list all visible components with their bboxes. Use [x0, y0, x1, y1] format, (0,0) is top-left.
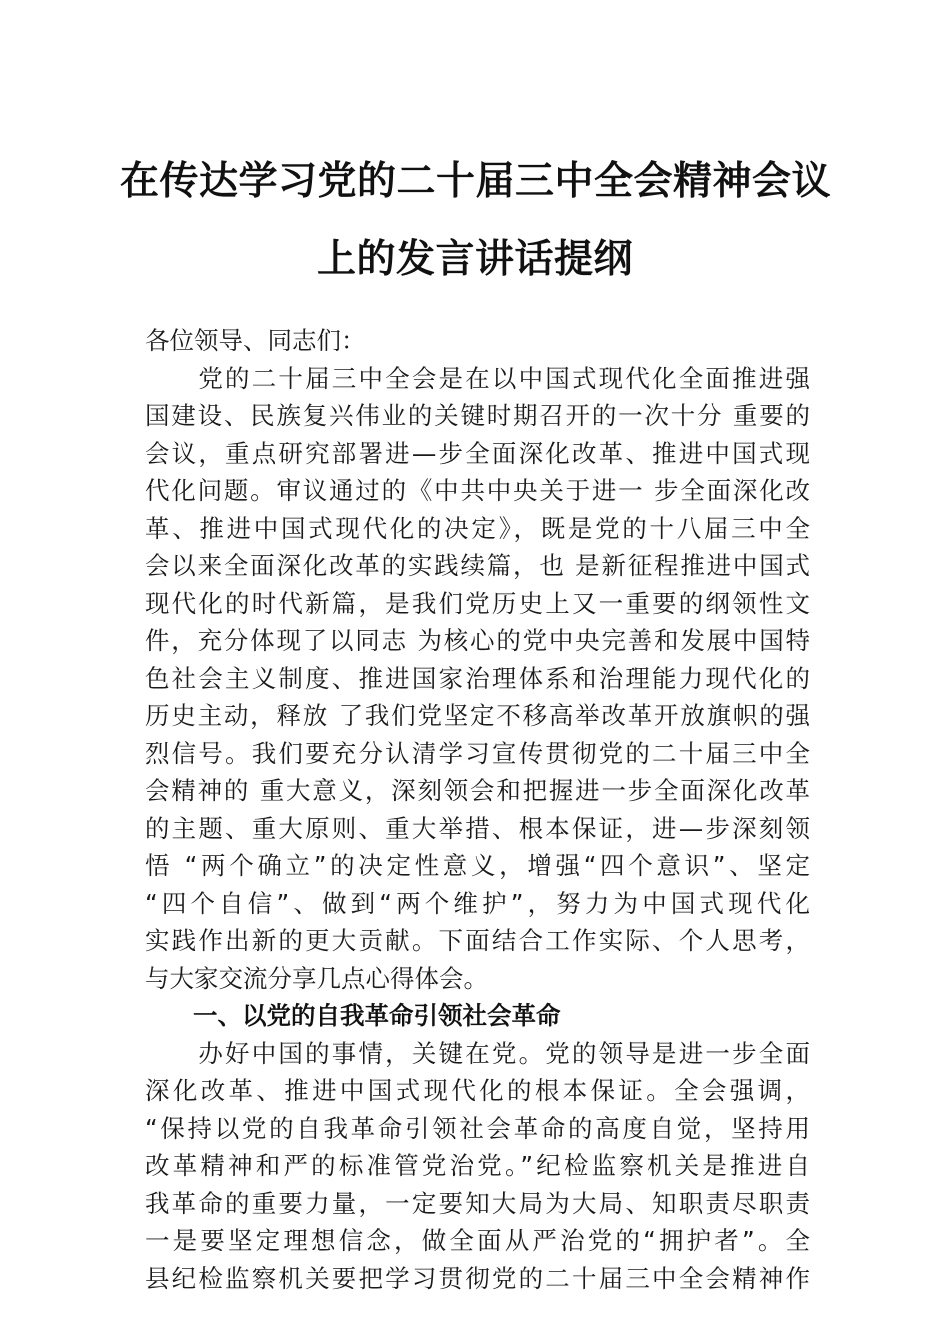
- text-line: “保持以党的自我革命引领社会革命的高度自觉，坚持用: [145, 1113, 810, 1143]
- paragraph-section-1: [145, 1035, 810, 1298]
- text-line: 实践作出新的更大贡献。下面结合工作实际、个人思考，: [145, 926, 810, 955]
- document-title: [120, 142, 830, 298]
- text-line: 件，充分体现了以同志 为核心的党中央完善和发展中国特: [145, 626, 810, 655]
- title-line-2: 上的发言讲话提纲: [316, 236, 633, 282]
- text-line: 党的二十届三中全会是在以中国式现代化全面推进强: [145, 363, 810, 393]
- text-line: 改革精神和严的标准管党治党。”纪检监察机关是推进自: [145, 1151, 810, 1180]
- text-line: 革、推进中国式现代化的决定》，既是党的十八届三中全: [145, 513, 810, 543]
- text-line: 会精神的 重大意义，深刻领会和把握进一步全面深化改革: [145, 776, 810, 805]
- text-line: 会议，重点研究部署进—步全面深化改革、推进中国式现: [145, 438, 810, 468]
- text-line: 悟 “两个确立”的决定性意义，增强“四个意识”、坚定: [145, 851, 810, 880]
- document-body: [145, 322, 810, 1297]
- salutation: 各位领导、同志们：: [145, 326, 366, 355]
- text-line: 与大家交流分享几点心得体会。: [145, 963, 488, 993]
- text-line: 色社会主义制度、推进国家治理体系和治理能力现代化的: [145, 663, 810, 693]
- text-line: 会以来全面深化改革的实践续篇，也 是新征程推进中国式: [145, 551, 810, 580]
- text-line: 一是要坚定理想信念，做全面从严治党的“拥护者”。全: [145, 1226, 810, 1255]
- text-line: 烈信号。我们要充分认清学习宣传贯彻党的二十届三中全: [145, 738, 810, 768]
- text-line: 国建设、民族复兴伟业的关键时期召开的一次十分 重要的: [145, 401, 810, 430]
- text-line: 的主题、重大原则、重大举措、根本保证，进—步深刻领: [145, 813, 810, 843]
- text-line: 历史主动，释放 了我们党坚定不移高举改革开放旗帜的强: [145, 701, 810, 730]
- text-line: 县纪检监察机关要把学习贯彻党的二十届三中全会精神作: [145, 1263, 810, 1293]
- text-line: 代化问题。审议通过的《中共中央关于进一 步全面深化改: [145, 476, 810, 505]
- section-heading-1: 一、以党的自我革命引领社会革命: [193, 1001, 561, 1030]
- text-line: 我革命的重要力量，一定要知大局为大局、知职责尽职责: [145, 1188, 810, 1218]
- text-line: 办好中国的事情，关键在党。党的领导是进一步全面: [145, 1038, 810, 1068]
- text-line: “四个自信”、做到“两个维护”，努力为中国式现代化: [145, 888, 810, 918]
- title-line-1: 在传达学习党的二十届三中全会精神会议: [120, 158, 832, 204]
- text-line: 深化改革、推进中国式现代化的根本保证。全会强调，: [145, 1076, 810, 1105]
- text-line: 现代化的时代新篇，是我们党历史上又一重要的纲领性文: [145, 588, 810, 618]
- paragraph-intro: [145, 360, 810, 998]
